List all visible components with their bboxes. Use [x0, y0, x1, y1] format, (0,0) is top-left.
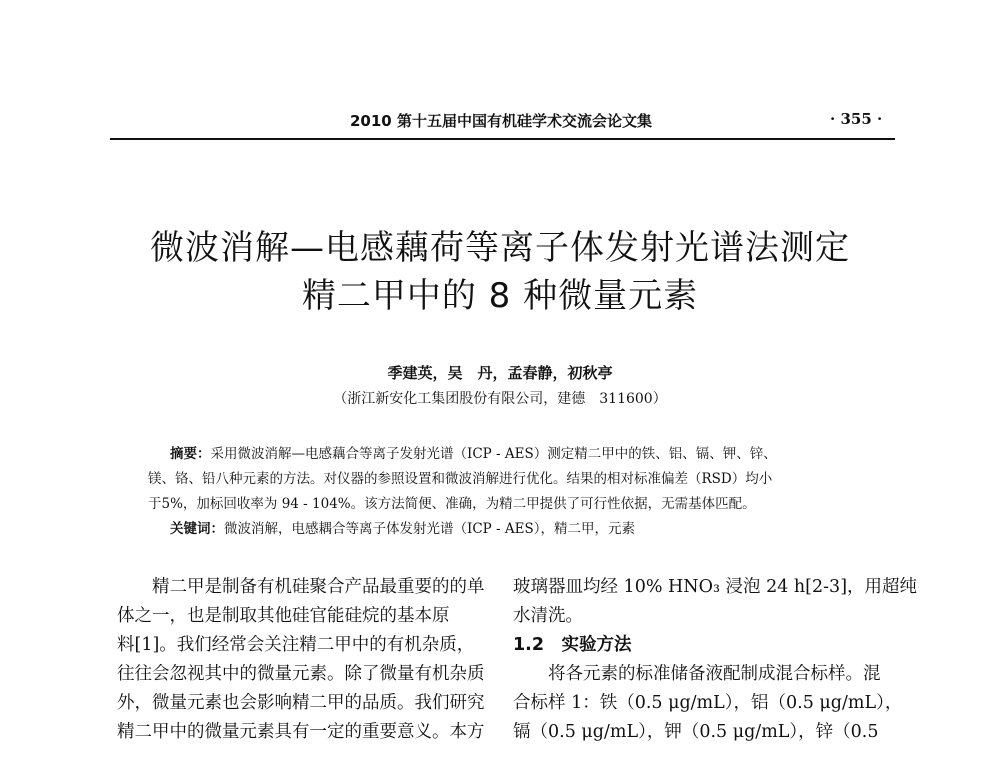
keywords-text: 微波消解，电感耦合等离子体发射光谱（ICP - AES），精二甲，元素	[224, 521, 635, 537]
body-line: 体之一，也是制取其他硅官能硅烷的基本原	[117, 606, 450, 626]
body-line: 精二甲是制备有机硅聚合产品最重要的的单	[117, 577, 485, 597]
title-line-1: 微波消解—电感藕荷等离子体发射光谱法测定	[150, 228, 850, 268]
abstract-text: 采用微波消解—电感藕合等离子发射光谱（ICP - AES）测定精二甲中的铁、铝、镉、钾、锌、	[210, 446, 777, 462]
body-line: 外，微量元素也会影响精二甲的品质。我们研究	[117, 693, 485, 713]
abstract-line-1	[170, 442, 910, 462]
body-line: 精二甲中的微量元素具有一定的重要意义。本方	[117, 722, 485, 742]
authors: 季建英，吴 丹，孟春静，初秋亭	[387, 364, 613, 382]
abstract-label: 摘要：	[170, 446, 211, 462]
abstract-line-2: 镁、铬、铅八种元素的方法。对仪器的参照设置和微波消解进行优化。结果的相对标准偏差（RSD）均小	[148, 471, 773, 487]
body-line: 将各元素的标准储备液配制成混合标样。混	[513, 664, 881, 684]
running-header: 2010 第十五届中国有机硅学术交流会论文集	[350, 112, 652, 130]
body-line: 镉（0.5 μg/mL），钾（0.5 μg/mL），锌（0.5	[513, 722, 879, 742]
section-heading: 1.2 实验方法	[513, 635, 632, 655]
body-line: 往往会忽视其中的微量元素。除了微量有机杂质	[117, 664, 485, 684]
title-line-2: 精二甲中的 8 种微量元素	[301, 276, 699, 316]
affiliation: （浙江新安化工集团股份有限公司，建德 311600）	[333, 391, 667, 407]
keywords-label: 关键词：	[170, 521, 224, 537]
body-line: 合标样 1：铁（0.5 μg/mL），铝（0.5 μg/mL），	[513, 693, 903, 713]
abstract-line-3: 于5%，加标回收率为 94 - 104%。该方法简便、准确，为精二甲提供了可行性依据，无需基体匹配。	[148, 496, 756, 512]
keywords	[170, 517, 910, 537]
body-line: 料[1]。我们经常会关注精二甲中的有机杂质，	[117, 635, 475, 655]
body-line: 水清洗。	[513, 606, 583, 626]
body-line: 玻璃器皿均经 10% HNO₃ 浸泡 24 h[2-3]，用超纯	[513, 577, 918, 597]
page-number: · 355 ·	[830, 110, 883, 128]
header-rule	[110, 138, 895, 140]
